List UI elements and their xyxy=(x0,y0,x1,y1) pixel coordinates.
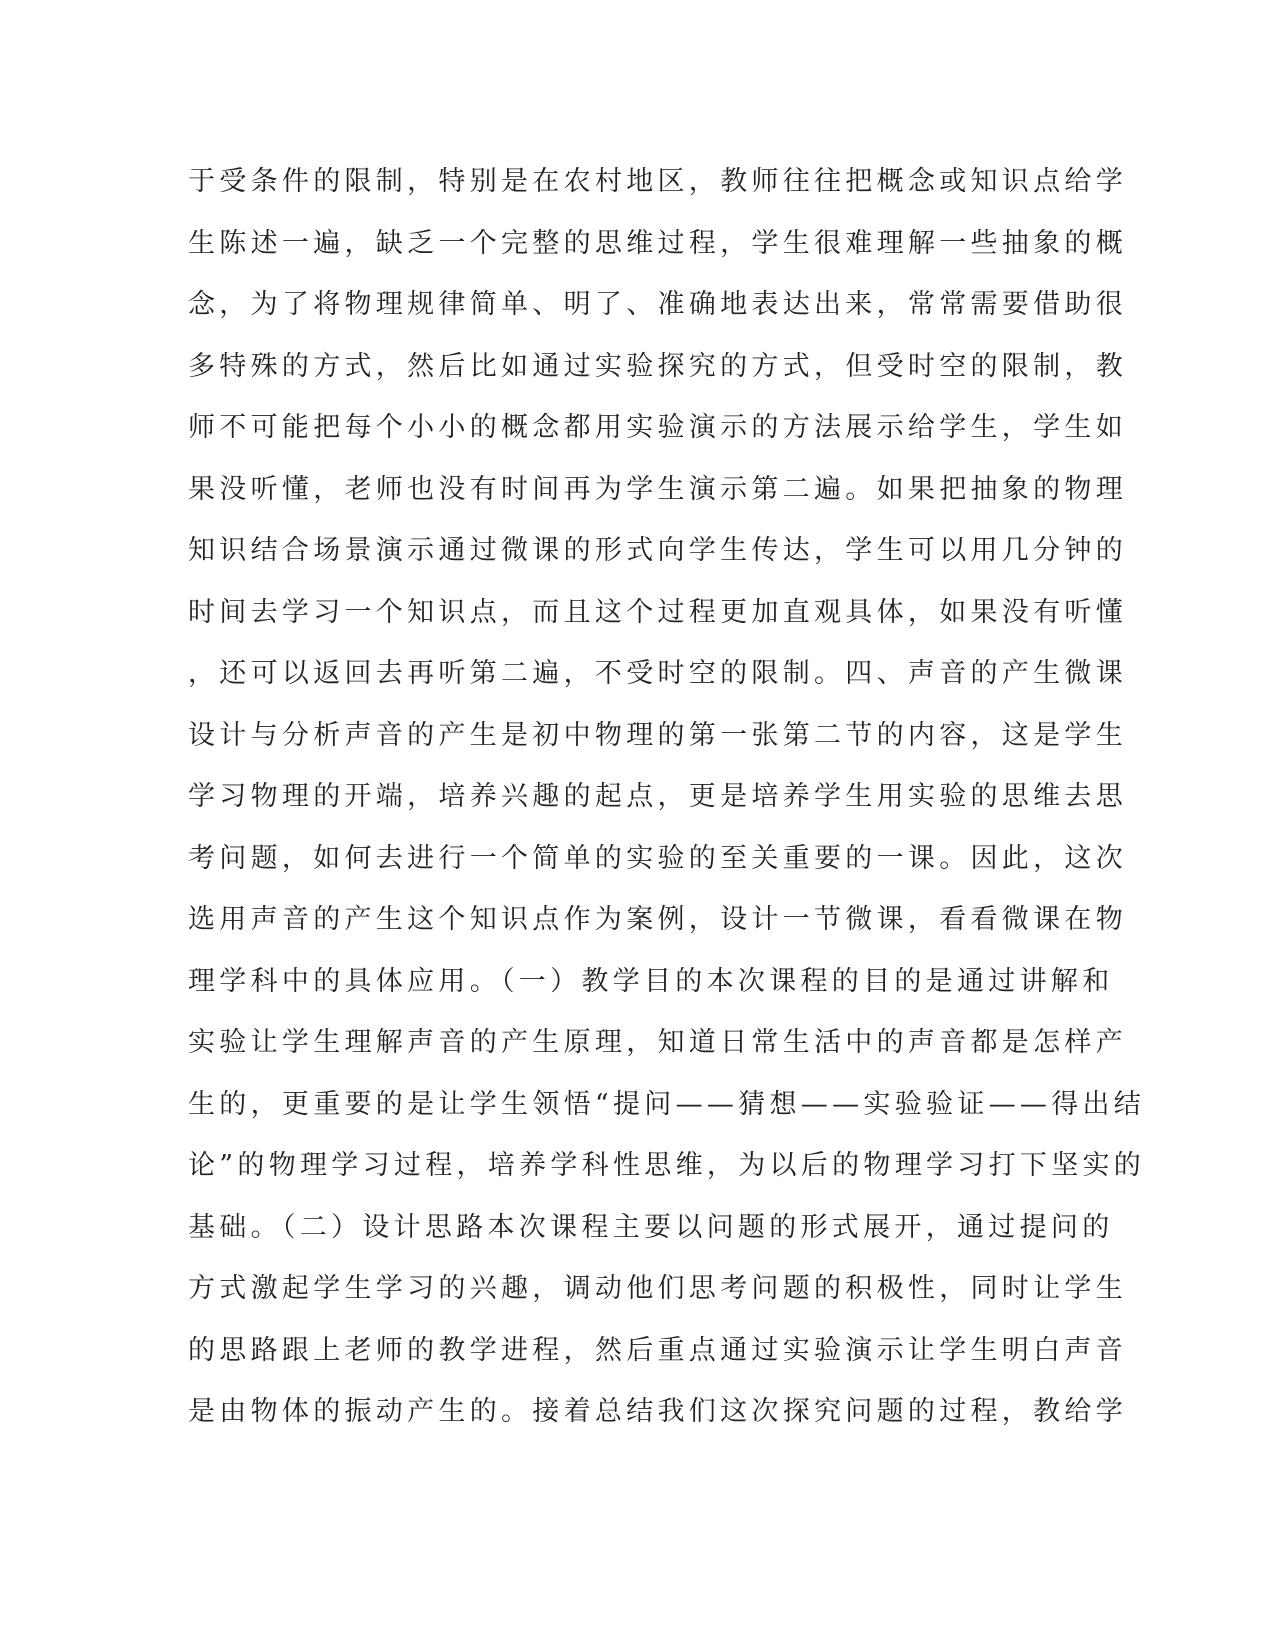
text-line-18: 基础。（二）设计思路本次课程主要以问题的形式展开，通过提问的 xyxy=(188,1211,1114,1243)
text-line-11: 学习物理的开端，培养兴趣的起点，更是培养学生用实验的思维去思 xyxy=(188,781,1127,812)
text-line-1: 于受条件的限制，特别是在农村地区，教师往往把概念或知识点给学 xyxy=(188,166,1127,197)
text-line-12: 考问题，如何去进行一个简单的实验的至关重要的一课。因此，这次 xyxy=(188,842,1127,874)
text-line-3: 念，为了将物理规律简单、明了、准确地表达出来，常常需要借助很 xyxy=(188,289,1127,320)
text-line-14: 理学科中的具体应用。（一）教学目的本次课程的目的是通过讲解和 xyxy=(188,965,1114,997)
text-line-8: 时间去学习一个知识点，而且这个过程更加直观具体，如果没有听懂 xyxy=(188,596,1127,628)
text-line-2: 生陈述一遍，缺乏一个完整的思维过程，学生很难理解一些抽象的概 xyxy=(188,227,1127,259)
text-line-20: 的思路跟上老师的教学进程，然后重点通过实验演示让学生明白声音 xyxy=(188,1334,1127,1366)
text-line-15: 实验让学生理解声音的产生原理，知道日常生活中的声音都是怎样产 xyxy=(188,1027,1127,1058)
text-line-10: 设计与分析声音的产生是初中物理的第一张第二节的内容，这是学生 xyxy=(188,719,1127,751)
text-line-21: 是由物体的振动产生的。接着总结我们这次探究问题的过程，教给学 xyxy=(188,1396,1127,1427)
body-text xyxy=(188,163,1146,1455)
text-line-17: 论”的物理学习过程，培养学科性思维，为以后的物理学习打下坚实的 xyxy=(188,1150,1146,1181)
text-line-16: 生的，更重要的是让学生领悟“提问——猜想——实验验证——得出结 xyxy=(188,1088,1146,1120)
text-line-19: 方式激起学生学习的兴趣，调动他们思考问题的积极性，同时让学生 xyxy=(188,1273,1127,1304)
text-line-5: 师不可能把每个小小的概念都用实验演示的方法展示给学生，学生如 xyxy=(188,412,1127,443)
text-line-9: ，还可以返回去再听第二遍，不受时空的限制。四、声音的产生微课 xyxy=(188,658,1127,689)
text-line-13: 选用声音的产生这个知识点作为案例，设计一节微课，看看微课在物 xyxy=(188,904,1127,935)
text-line-6: 果没听懂，老师也没有时间再为学生演示第二遍。如果把抽象的物理 xyxy=(188,473,1127,505)
text-line-7: 知识结合场景演示通过微课的形式向学生传达，学生可以用几分钟的 xyxy=(188,535,1127,566)
text-line-4: 多特殊的方式，然后比如通过实验探究的方式，但受时空的限制，教 xyxy=(188,350,1127,382)
